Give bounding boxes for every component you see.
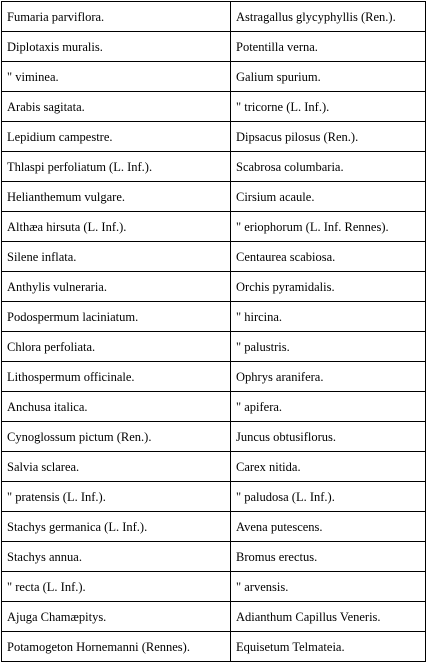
species-cell-left: Stachys annua. — [2, 542, 231, 572]
species-cell-left: Chlora perfoliata. — [2, 332, 231, 362]
table-row — [2, 212, 426, 242]
table-row — [2, 422, 426, 452]
species-cell-right: " palustris. — [231, 332, 426, 362]
species-cell-right: " paludosa (L. Inf.). — [231, 482, 426, 512]
table-row — [2, 272, 426, 302]
species-cell-left: Salvia sclarea. — [2, 452, 231, 482]
species-cell-left: Helianthemum vulgare. — [2, 182, 231, 212]
species-cell-left: Althæa hirsuta (L. Inf.). — [2, 212, 231, 242]
species-cell-left: Lithospermum officinale. — [2, 362, 231, 392]
species-cell-left: " pratensis (L. Inf.). — [2, 482, 231, 512]
table-row — [2, 392, 426, 422]
species-cell-right: Equisetum Telmateia. — [231, 632, 426, 662]
species-cell-left: Potamogeton Hornemanni (Rennes). — [2, 632, 231, 662]
table-row — [2, 302, 426, 332]
species-cell-right: " apifera. — [231, 392, 426, 422]
table-row — [2, 32, 426, 62]
species-cell-right: Bromus erectus. — [231, 542, 426, 572]
species-cell-right: Astragallus glycyphyllis (Ren.). — [231, 2, 426, 32]
species-cell-right: Juncus obtusiflorus. — [231, 422, 426, 452]
species-cell-left: Diplotaxis muralis. — [2, 32, 231, 62]
species-cell-left: Cynoglossum pictum (Ren.). — [2, 422, 231, 452]
species-cell-left: Anchusa italica. — [2, 392, 231, 422]
table-row — [2, 242, 426, 272]
table-row — [2, 482, 426, 512]
table-row — [2, 92, 426, 122]
species-cell-left: " recta (L. Inf.). — [2, 572, 231, 602]
species-cell-left: Stachys germanica (L. Inf.). — [2, 512, 231, 542]
species-table-body — [2, 2, 426, 662]
species-cell-right: " eriophorum (L. Inf. Rennes). — [231, 212, 426, 242]
species-cell-right: Potentilla verna. — [231, 32, 426, 62]
species-cell-left: Lepidium campestre. — [2, 122, 231, 152]
species-cell-left: Anthylis vulneraria. — [2, 272, 231, 302]
species-cell-right: Cirsium acaule. — [231, 182, 426, 212]
table-row — [2, 632, 426, 662]
species-cell-left: Thlaspi perfoliatum (L. Inf.). — [2, 152, 231, 182]
species-cell-right: Adianthum Capillus Veneris. — [231, 602, 426, 632]
species-cell-left: Arabis sagitata. — [2, 92, 231, 122]
species-cell-right: " hircina. — [231, 302, 426, 332]
species-cell-right: " tricorne (L. Inf.). — [231, 92, 426, 122]
table-row — [2, 362, 426, 392]
table-row — [2, 452, 426, 482]
table-row — [2, 122, 426, 152]
species-table — [1, 1, 426, 662]
species-cell-right: Centaurea scabiosa. — [231, 242, 426, 272]
table-row — [2, 572, 426, 602]
species-cell-left: Ajuga Chamæpitys. — [2, 602, 231, 632]
species-cell-left: Podospermum laciniatum. — [2, 302, 231, 332]
table-row — [2, 542, 426, 572]
table-row — [2, 602, 426, 632]
table-row — [2, 2, 426, 32]
species-cell-right: Dipsacus pilosus (Ren.). — [231, 122, 426, 152]
species-cell-right: Galium spurium. — [231, 62, 426, 92]
species-cell-right: Avena putescens. — [231, 512, 426, 542]
table-row — [2, 62, 426, 92]
species-cell-right: Scabrosa columbaria. — [231, 152, 426, 182]
species-cell-left: " viminea. — [2, 62, 231, 92]
species-cell-right: Carex nitida. — [231, 452, 426, 482]
table-row — [2, 512, 426, 542]
table-row — [2, 182, 426, 212]
table-row — [2, 332, 426, 362]
species-cell-right: " arvensis. — [231, 572, 426, 602]
species-cell-left: Fumaria parviflora. — [2, 2, 231, 32]
species-cell-right: Ophrys aranifera. — [231, 362, 426, 392]
species-cell-left: Silene inflata. — [2, 242, 231, 272]
species-cell-right: Orchis pyramidalis. — [231, 272, 426, 302]
table-row — [2, 152, 426, 182]
